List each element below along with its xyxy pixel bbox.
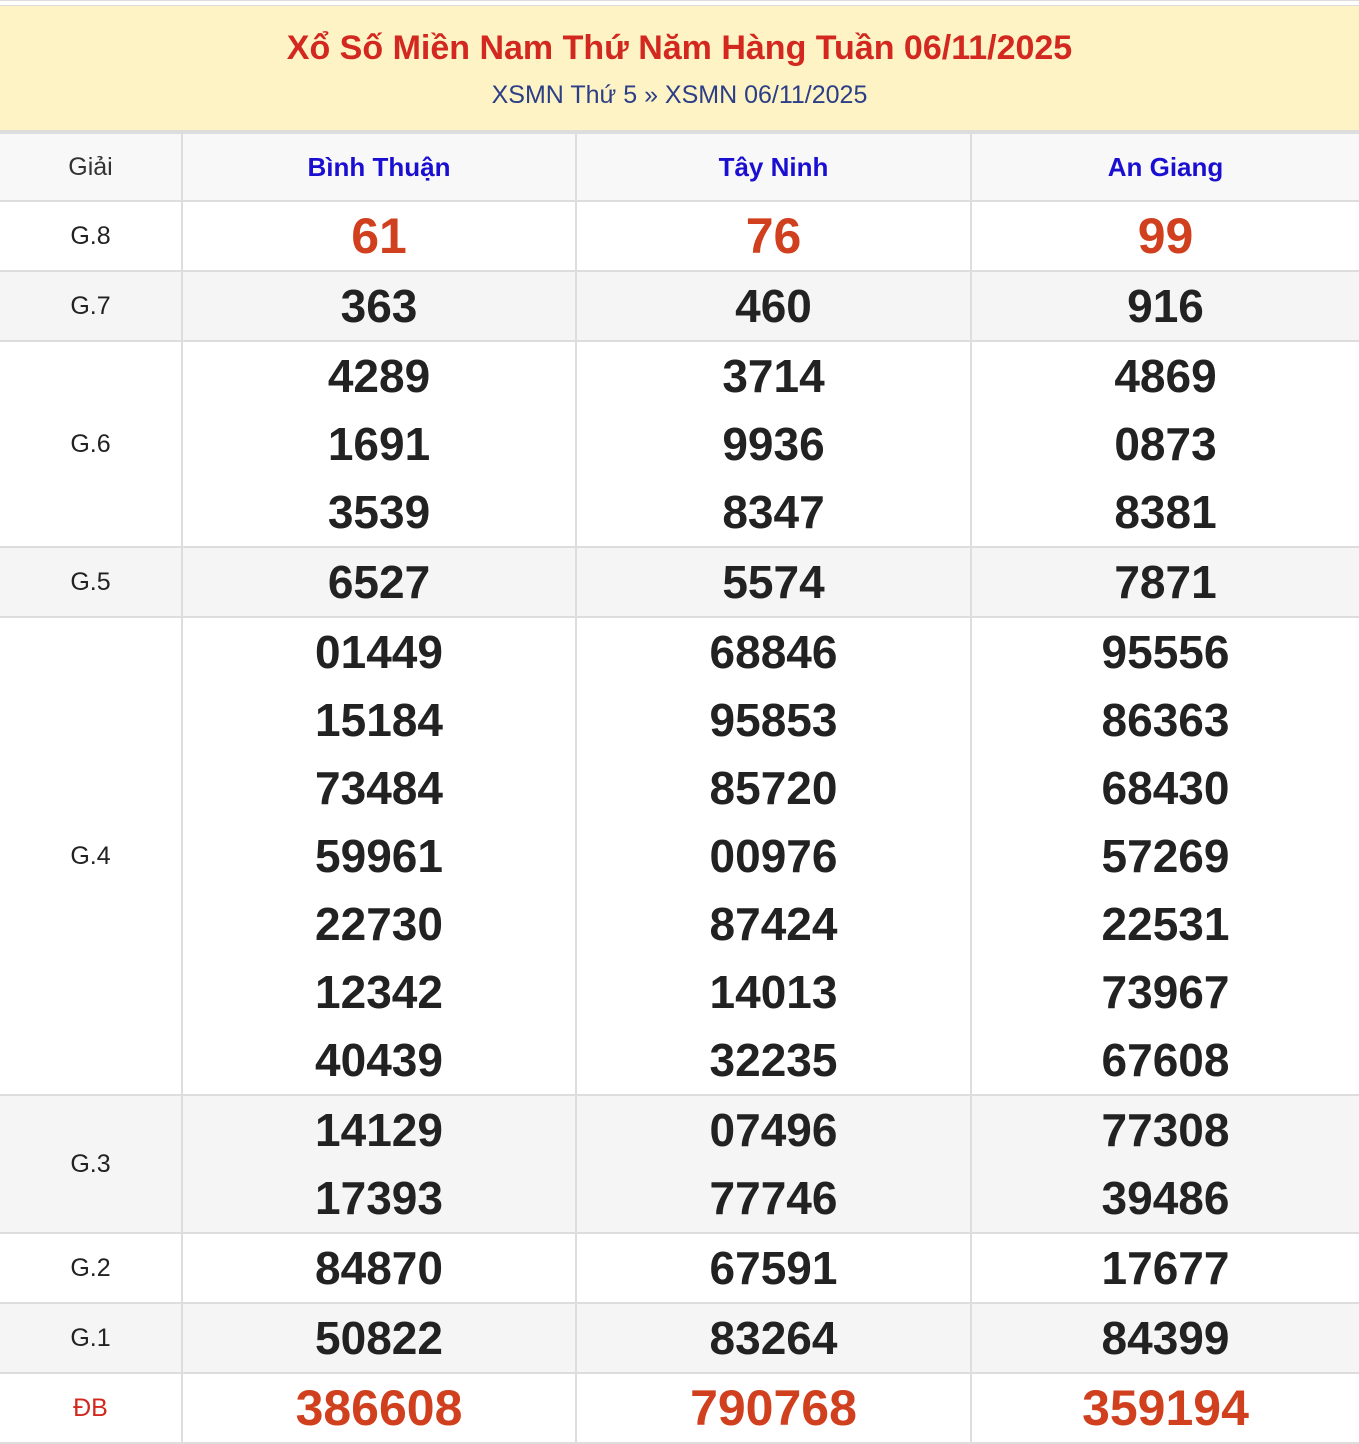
result-number: 67591 bbox=[709, 1242, 838, 1294]
table-row bbox=[0, 547, 1359, 617]
result-cell bbox=[182, 341, 576, 547]
result-number: 95556 bbox=[1101, 626, 1230, 678]
result-number: 85720 bbox=[709, 762, 838, 814]
prize-label: G.2 bbox=[0, 1233, 182, 1303]
result-number: 14129 bbox=[315, 1104, 443, 1156]
column-header-province[interactable]: Tây Ninh bbox=[576, 133, 971, 201]
result-number: 8381 bbox=[1114, 486, 1217, 538]
result-number: 68430 bbox=[1101, 762, 1230, 814]
result-number: 4289 bbox=[327, 350, 431, 402]
table-header-row bbox=[0, 133, 1359, 201]
result-number: 17677 bbox=[1101, 1242, 1230, 1294]
table-row bbox=[0, 617, 1359, 1095]
result-cell bbox=[182, 617, 576, 1095]
result-cell bbox=[576, 271, 971, 341]
result-number: 6527 bbox=[327, 556, 431, 608]
table-row bbox=[0, 1373, 1359, 1443]
result-number: 83264 bbox=[709, 1312, 838, 1364]
result-cell bbox=[576, 1233, 971, 1303]
result-number: 40439 bbox=[315, 1034, 443, 1086]
result-number: 76 bbox=[745, 208, 802, 264]
result-cell bbox=[182, 1233, 576, 1303]
prize-label: G.5 bbox=[0, 547, 182, 617]
result-number: 7871 bbox=[1114, 556, 1217, 608]
result-number: 5574 bbox=[722, 556, 825, 608]
prize-label: G.7 bbox=[0, 271, 182, 341]
result-cell bbox=[182, 1303, 576, 1373]
prize-label: ĐB bbox=[0, 1373, 182, 1443]
result-number: 3714 bbox=[722, 350, 825, 402]
result-cell bbox=[576, 1373, 971, 1443]
result-number: 790768 bbox=[690, 1380, 857, 1436]
result-number: 73484 bbox=[315, 762, 443, 814]
result-number: 4869 bbox=[1114, 350, 1217, 402]
breadcrumb-link-xsmn-thu-5[interactable]: XSMN Thứ 5 bbox=[491, 81, 638, 109]
result-cell bbox=[971, 271, 1359, 341]
breadcrumb-separator: » bbox=[644, 81, 658, 109]
result-cell bbox=[971, 1373, 1359, 1443]
result-number: 8347 bbox=[722, 486, 825, 538]
result-cell bbox=[971, 617, 1359, 1095]
result-number: 84399 bbox=[1101, 1312, 1230, 1364]
result-cell bbox=[971, 1303, 1359, 1373]
result-number: 77746 bbox=[709, 1172, 838, 1224]
result-number: 9936 bbox=[722, 418, 825, 470]
result-cell bbox=[182, 1373, 576, 1443]
result-number: 01449 bbox=[315, 626, 443, 678]
result-number: 59961 bbox=[315, 830, 443, 882]
result-number: 1691 bbox=[327, 418, 431, 470]
result-cell bbox=[182, 271, 576, 341]
result-cell bbox=[182, 1095, 576, 1233]
result-number: 15184 bbox=[315, 694, 443, 746]
results-table bbox=[0, 132, 1359, 1444]
table-row bbox=[0, 201, 1359, 271]
result-cell bbox=[971, 1233, 1359, 1303]
result-cell bbox=[576, 617, 971, 1095]
result-number: 916 bbox=[1127, 280, 1204, 332]
result-cell bbox=[576, 547, 971, 617]
result-number: 363 bbox=[340, 280, 418, 332]
result-cell bbox=[576, 1303, 971, 1373]
table-row bbox=[0, 1303, 1359, 1373]
result-number: 14013 bbox=[709, 966, 838, 1018]
column-header-province[interactable]: Bình Thuận bbox=[182, 133, 576, 201]
result-number: 39486 bbox=[1101, 1172, 1230, 1224]
result-cell bbox=[576, 341, 971, 547]
result-number: 50822 bbox=[315, 1312, 443, 1364]
column-header-province[interactable]: An Giang bbox=[971, 133, 1359, 201]
prize-label: G.4 bbox=[0, 617, 182, 1095]
result-number: 86363 bbox=[1101, 694, 1230, 746]
result-number: 73967 bbox=[1101, 966, 1230, 1018]
result-number: 84870 bbox=[315, 1242, 443, 1294]
result-cell bbox=[182, 547, 576, 617]
page-title: Xổ Số Miền Nam Thứ Năm Hàng Tuần 06/11/2025 bbox=[286, 29, 1073, 67]
result-number: 67608 bbox=[1101, 1034, 1230, 1086]
result-number: 22730 bbox=[315, 898, 443, 950]
result-number: 87424 bbox=[709, 898, 838, 950]
result-number: 95853 bbox=[709, 694, 838, 746]
result-number: 460 bbox=[735, 280, 812, 332]
result-number: 00976 bbox=[709, 830, 838, 882]
result-number: 12342 bbox=[315, 966, 443, 1018]
prize-label: G.3 bbox=[0, 1095, 182, 1233]
table-row bbox=[0, 1095, 1359, 1233]
breadcrumb-link-xsmn-date[interactable]: XSMN 06/11/2025 bbox=[664, 81, 868, 109]
result-number: 0873 bbox=[1114, 418, 1217, 470]
result-cell bbox=[971, 547, 1359, 617]
result-number: 3539 bbox=[327, 486, 431, 538]
result-number: 359194 bbox=[1082, 1380, 1249, 1436]
result-number: 386608 bbox=[295, 1380, 463, 1436]
result-number: 77308 bbox=[1101, 1104, 1230, 1156]
prize-label: G.1 bbox=[0, 1303, 182, 1373]
result-number: 99 bbox=[1137, 208, 1194, 264]
result-cell bbox=[576, 201, 971, 271]
table-row bbox=[0, 271, 1359, 341]
result-cell bbox=[971, 201, 1359, 271]
result-cell bbox=[182, 201, 576, 271]
result-number: 61 bbox=[351, 208, 407, 264]
result-number: 32235 bbox=[709, 1034, 838, 1086]
result-number: 07496 bbox=[709, 1104, 838, 1156]
prize-label: G.8 bbox=[0, 201, 182, 271]
column-header-prize: Giải bbox=[0, 133, 182, 201]
table-row bbox=[0, 341, 1359, 547]
result-number: 57269 bbox=[1101, 830, 1230, 882]
header-banner bbox=[0, 6, 1359, 132]
breadcrumb bbox=[0, 80, 1359, 110]
result-cell bbox=[576, 1095, 971, 1233]
result-cell bbox=[971, 341, 1359, 547]
prize-label: G.6 bbox=[0, 341, 182, 547]
result-number: 68846 bbox=[709, 626, 838, 678]
result-number: 22531 bbox=[1101, 898, 1230, 950]
table-row bbox=[0, 1233, 1359, 1303]
result-cell bbox=[971, 1095, 1359, 1233]
result-number: 17393 bbox=[315, 1172, 443, 1224]
